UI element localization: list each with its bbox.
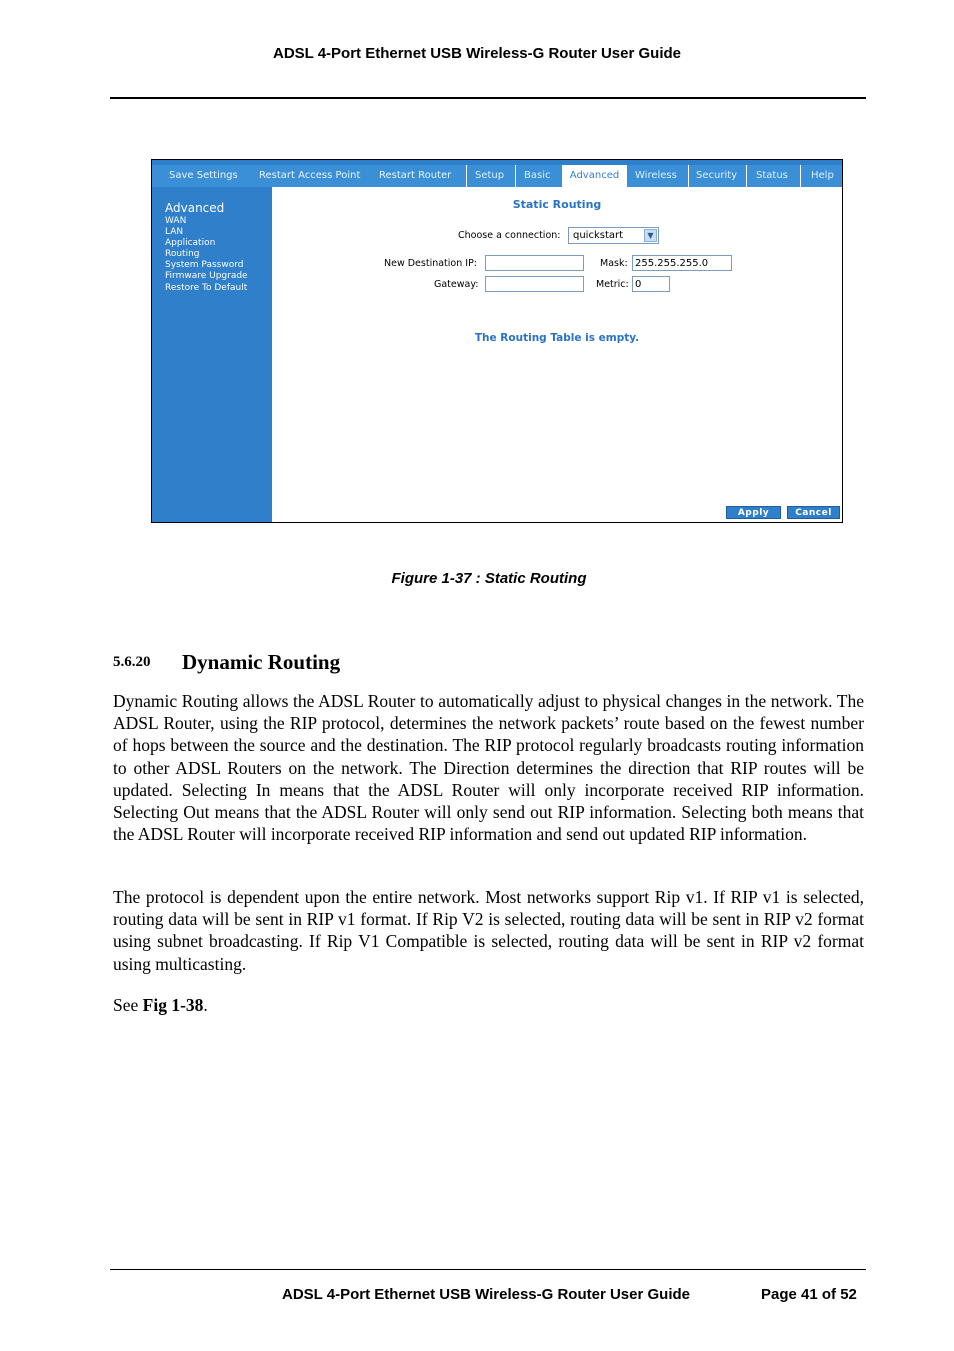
tab-setup[interactable]: Setup (475, 170, 505, 181)
destination-ip-label: New Destination IP: (384, 258, 478, 269)
sidebar-item-wan[interactable]: WAN (165, 216, 187, 226)
page-header: ADSL 4-Port Ethernet USB Wireless-G Router User Guide (272, 45, 681, 62)
sidebar (152, 187, 272, 522)
figure-caption: Figure 1-37 : Static Routing (391, 570, 587, 587)
page-number: Page 41 of 52 (761, 1286, 857, 1303)
see-suffix: . (203, 995, 208, 1015)
tab-wireless[interactable]: Wireless (635, 170, 677, 181)
header-rule (110, 97, 866, 99)
tab-help[interactable]: Help (811, 170, 834, 181)
sidebar-item-firmware-upgrade[interactable]: Firmware Upgrade (165, 271, 248, 281)
save-settings-link[interactable]: Save Settings (169, 170, 238, 181)
footer-title: ADSL 4-Port Ethernet USB Wireless-G Router User Guide (282, 1286, 691, 1303)
mask-input[interactable]: 255.255.255.0 (632, 255, 732, 271)
tab-status[interactable]: Status (756, 170, 788, 181)
section-number: 5.6.20 (113, 654, 151, 670)
sidebar-item-application[interactable]: Application (165, 238, 216, 248)
connection-select[interactable] (568, 227, 659, 244)
static-routing-panel (272, 187, 842, 522)
footer-rule (110, 1269, 866, 1270)
tab-basic[interactable]: Basic (524, 170, 551, 181)
tab-advanced[interactable]: Advanced (562, 165, 627, 187)
section-title: Dynamic Routing (182, 650, 341, 674)
restart-access-point-link[interactable]: Restart Access Point (259, 170, 361, 181)
router-screenshot (151, 159, 843, 523)
paragraph-dynamic-routing: Dynamic Routing allows the ADSL Router to automatically adjust to physical changes in the network. The ADSL Router, using the RIP protocol, determines the network packets’ route based on the fewest number of hops between the source and the destination. The RIP protocol regularly broadcasts routing information to other ADSL Routers on the network. The Direction determines the direction that RIP routes will be updated. Selecting In means that the ADSL Router will only incorporate received RIP information. Selecting Out means that the ADSL Router will only send out RIP information. Selecting both means that the ADSL Router will incorporate received RIP information and send out updated RIP information. (113, 691, 864, 845)
sidebar-title: Advanced (165, 201, 225, 215)
metric-label: Metric: (596, 279, 629, 290)
routing-table-empty-message: The Routing Table is empty. (474, 332, 640, 344)
cancel-button[interactable]: Cancel (787, 506, 840, 519)
chevron-down-icon: ▼ (644, 229, 657, 242)
connection-select-value: quickstart (573, 230, 624, 241)
gateway-label: Gateway: (434, 279, 479, 290)
restart-router-link[interactable]: Restart Router (379, 170, 452, 181)
sidebar-item-routing[interactable]: Routing (165, 249, 200, 259)
panel-title: Static Routing (512, 198, 602, 211)
sidebar-item-system-password[interactable]: System Password (165, 260, 244, 270)
paragraph-protocol: The protocol is dependent upon the entire network. Most networks support Rip v1. If RIP v1 is selected, routing data will be sent in RIP v1 format. If Rip V2 is selected, routing data will be sent in RIP v2 format using subnet broadcasting. If Rip V1 Compatible is selected, routing data will be sent in RIP v2 format using multicasting. (113, 887, 864, 974)
tab-security[interactable]: Security (696, 170, 738, 181)
apply-button[interactable]: Apply (726, 506, 781, 519)
see-prefix: See (113, 995, 143, 1015)
see-figure-link: Fig 1-38 (142, 995, 204, 1015)
mask-label: Mask: (600, 258, 628, 269)
sidebar-item-lan[interactable]: LAN (165, 227, 184, 237)
gateway-input[interactable] (485, 276, 584, 292)
top-navigation-bar (152, 160, 842, 187)
sidebar-item-restore-to-default[interactable]: Restore To Default (165, 283, 248, 293)
destination-ip-input[interactable] (485, 255, 584, 271)
metric-input[interactable]: 0 (632, 276, 670, 292)
see-reference (113, 994, 864, 1016)
connection-label: Choose a connection: (458, 230, 561, 241)
